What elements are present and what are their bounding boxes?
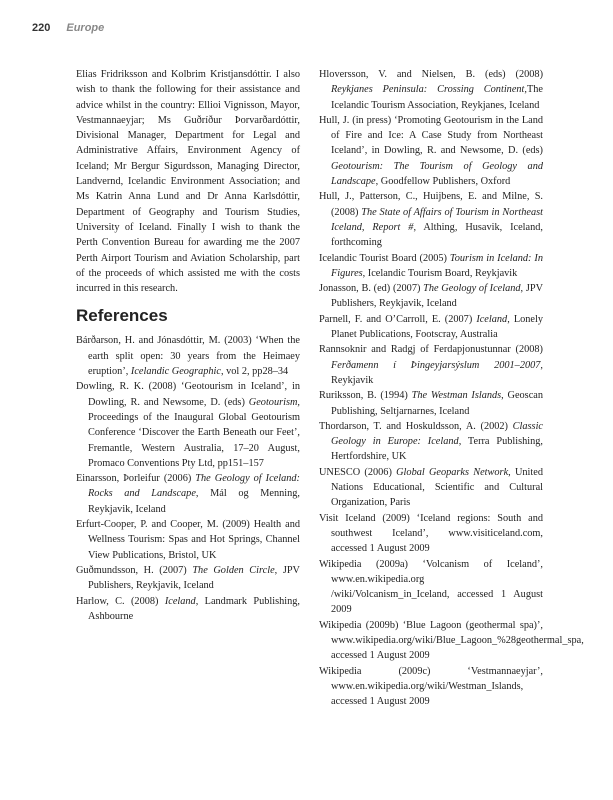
reference-text: Bárðarson, H. and Jónasdóttir, M. (2003) ‘When the earth split open: 30 years from the Heimaey eruption’, bbox=[76, 335, 300, 378]
reference-text: Einarsson, Þorleifur (2006) bbox=[76, 473, 196, 485]
reference-title: Iceland bbox=[164, 595, 196, 607]
reference-text: Icelandic Tourist Board (2005) bbox=[319, 252, 450, 264]
reference-entry bbox=[76, 594, 300, 625]
reference-text: Wikipedia (2009c) ‘Vestmannaeyjar’, www.en.wikipedia.org/wiki/Westman_Islands, accessed 1 August 2009 bbox=[319, 665, 543, 708]
reference-title: The Geology of Iceland bbox=[423, 283, 521, 295]
reference-title: Geotourism: The Tourism of Geology and Landscape bbox=[331, 160, 543, 188]
reference-text: , Goodfellow Publishers, Oxford bbox=[375, 176, 511, 188]
reference-list-right bbox=[319, 67, 584, 709]
reference-title: Icelandic Geographic bbox=[130, 366, 221, 378]
reference-text: , United Nations Educational, Scientific and Cultural Organization, Paris bbox=[331, 466, 543, 509]
running-head: Europe bbox=[66, 22, 105, 34]
reference-title: The State of Affairs of Tourism in Northeast Iceland, Report # bbox=[331, 206, 543, 233]
reference-entry bbox=[319, 664, 543, 710]
reference-text: Hull, J., Patterson, C., Huijbens, E. and Milne, S. (2008) bbox=[319, 191, 543, 218]
reference-text: , Lonely Planet Publications, Footscray, Australia bbox=[331, 313, 543, 341]
reference-entry bbox=[319, 557, 543, 618]
reference-text: Thordarson, T. and Hoskuldsson, A. (2002) bbox=[319, 420, 513, 432]
reference-text: , Icelandic Tourism Board, Reykjavik bbox=[362, 267, 518, 279]
reference-text: Proceedings of the Inaugural Global Geotourism Conference ‘Discover the Earth Beneath our Feet’, Fremantle, Western Australia, 17–20 August, Promaco Conventions Pty Ltd, pp151–157 bbox=[88, 411, 300, 469]
reference-title: Geotourism, bbox=[248, 396, 300, 408]
reference-text: , vol 2, pp28–34 bbox=[220, 366, 289, 378]
reference-entry bbox=[319, 67, 543, 113]
reference-text: Dowling, R. K. (2008) ‘Geotourism in Iceland’, in Dowling, R. and Newsome, D. (eds) bbox=[76, 381, 300, 408]
reference-title: The Golden Circle bbox=[192, 564, 275, 576]
reference-entry bbox=[319, 312, 543, 343]
references-heading: References bbox=[76, 306, 168, 326]
reference-entry bbox=[319, 189, 543, 250]
left-column bbox=[76, 67, 300, 624]
reference-title: Classic Geology in Europe: Iceland bbox=[331, 420, 543, 448]
reference-entry bbox=[76, 333, 300, 379]
reference-text: , Reykjavik bbox=[331, 359, 543, 386]
reference-list-left bbox=[76, 333, 300, 624]
reference-entry bbox=[319, 113, 543, 189]
reference-entry bbox=[76, 379, 300, 471]
reference-entry bbox=[76, 563, 300, 594]
reference-text: Hull, J. (in press) ‘Promoting Geotourism in the Land of Fire and Ice: A Case Study from Northeast Iceland’, in Dowling, R. and Newsome, D. (eds) bbox=[319, 114, 543, 157]
reference-text: Parnell, F. and O’Carroll, E. (2007) bbox=[319, 313, 477, 325]
reference-entry bbox=[319, 388, 543, 419]
page-header bbox=[32, 22, 104, 34]
reference-text: Rannsoknir and Radgj of Ferdapjonustunnar (2008) bbox=[319, 344, 543, 356]
reference-entry bbox=[319, 342, 543, 388]
reference-title: Reykjanes Peninsula: Crossing Continent, bbox=[331, 84, 527, 96]
reference-text: Jonasson, B. (ed) (2007) bbox=[319, 283, 424, 295]
reference-title: Global Geoparks Network bbox=[396, 466, 509, 478]
reference-title: The Westman Islands bbox=[411, 390, 502, 402]
reference-title: Tourism in Iceland: In Figures bbox=[331, 252, 543, 279]
reference-text: Wikipedia (2009a) ‘Volcanism of Iceland’, www.en.wikipedia.org /wiki/Volcanism_in_Iceland, accessed 1 August 2009 bbox=[319, 558, 543, 616]
reference-entry bbox=[319, 251, 543, 282]
reference-text: , Terra Publishing, Hertfordshire, UK bbox=[331, 436, 543, 463]
page-number: 220 bbox=[32, 22, 51, 34]
reference-text: The Icelandic Tourism Association, Reykjanes, Iceland bbox=[331, 84, 543, 111]
reference-text: Visit Iceland (2009) ‘Iceland regions: South and southwest Iceland’, www.visiticeland.com, accessed 1 August 2009 bbox=[319, 512, 543, 555]
reference-text: Wikipedia (2009b) ‘Blue Lagoon (geothermal spa)’, www.wikipedia.org/wiki/Blue_Lagoon_%28geothermal_spa, accessed 1 August 2009 bbox=[319, 619, 584, 662]
reference-text: Hloversson, V. and Nielsen, B. (eds) (2008) bbox=[319, 69, 543, 80]
reference-text: Harlow, C. (2008) bbox=[76, 595, 165, 607]
reference-text: Guðmundsson, H. (2007) bbox=[76, 564, 193, 576]
reference-entry bbox=[319, 419, 543, 465]
reference-title: Iceland bbox=[476, 313, 508, 325]
reference-text: , Mál og Menning, Reykjavik, Iceland bbox=[88, 488, 301, 515]
reference-entry bbox=[319, 511, 543, 557]
reference-entry bbox=[76, 517, 300, 563]
reference-title: The Geology of Iceland: Rocks and Landscape bbox=[88, 473, 300, 500]
reference-text: , Geoscan Publishing, Seltjarnarnes, Iceland bbox=[331, 390, 543, 417]
reference-text: , JPV Publishers, Reykjavik, Iceland bbox=[331, 283, 543, 310]
reference-entry bbox=[76, 471, 300, 517]
right-column bbox=[319, 67, 584, 709]
acknowledgements-paragraph: Elias Fridriksson and Kolbrim Kristjansdóttir. I also wish to thank the following for their assistance and advice whilst in the country: Ellioi Vignisson, Mayor, Vestmannaeyjar; Ms Guðríður Þorvarðardóttir, Divisional Manager, Department for Legal and Administrative Affairs, Environment Agency of Iceland; Mr Bergur Sigurdsson, Managing Director, Landvernd, Icelandic Environment Association; and Ms Katrin Anna Lund and Dr Anna Karlsdóttir, Department of Geography and Tourism Studies, University of Iceland. Finally I wish to thank the Perth Convention Bureau for awarding me the 2007 Perth Airport Tourism and Aviation Scholarship, part of the proceeds of which assisted me with the costs incurred in this research. bbox=[76, 69, 300, 295]
reference-text: UNESCO (2006) bbox=[319, 466, 397, 478]
reference-text: , Landmark Publishing, Ashbourne bbox=[88, 595, 301, 622]
reference-entry bbox=[319, 618, 584, 664]
reference-title: Ferðamenn í Þingeyjarsýslum 2001–2007 bbox=[331, 359, 541, 371]
reference-text: Ruriksson, B. (1994) bbox=[319, 390, 412, 402]
reference-entry bbox=[319, 281, 543, 312]
reference-text: , Althing, Husavik, Iceland, forthcoming bbox=[331, 221, 543, 249]
reference-text: , JPV Publishers, Reykjavik, Iceland bbox=[88, 564, 300, 592]
reference-text: Erfurt-Cooper, P. and Cooper, M. (2009) Health and Wellness Tourism: Spas and Hot Springs, Channel View Publications, Bristol, UK bbox=[76, 519, 300, 561]
reference-entry bbox=[319, 465, 543, 511]
